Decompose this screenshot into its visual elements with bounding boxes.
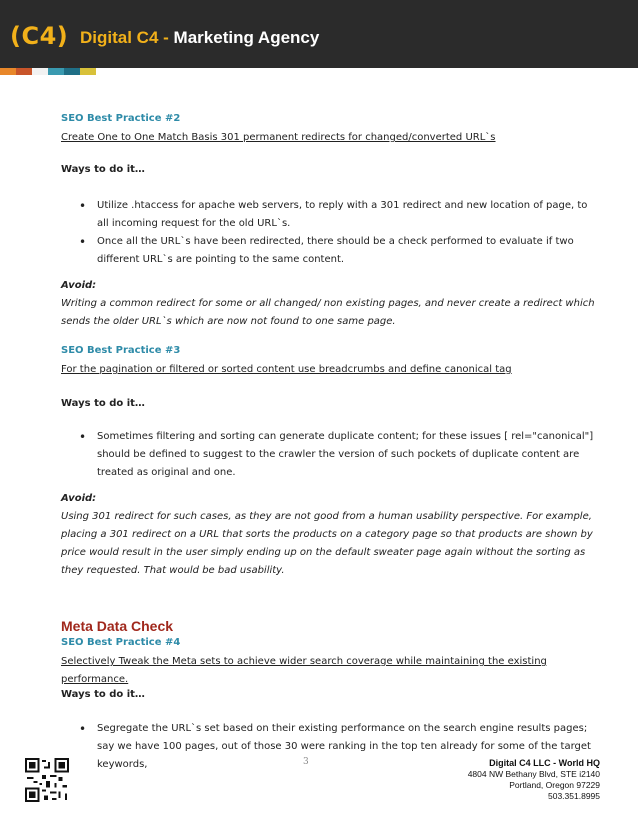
list-item: • Once all the URL`s have been redirected, there should be a check performed to evaluate if two different URL`s are pointing to the same content. — [79, 233, 601, 269]
color-strip-block — [64, 68, 80, 75]
bp2-section — [61, 110, 180, 128]
bp4-title: SEO Best Practice #4 — [61, 637, 181, 648]
qr-code-icon — [25, 758, 69, 802]
meta-section-title: Meta Data Check — [61, 618, 174, 634]
brand-separator: - — [163, 28, 169, 47]
brand-tagline: Marketing Agency — [173, 28, 320, 47]
bp3-avoid-label: Avoid: — [61, 493, 97, 504]
color-strip-block — [16, 68, 32, 75]
bp2-title: SEO Best Practice #2 — [61, 113, 181, 124]
bp2-headline: Create One to One Match Basis 301 permanent redirects for changed/converted URL`s — [61, 132, 496, 143]
bp4-headline: Selectively Tweak the Meta sets to achieve wider search coverage while maintaining the existing performance. — [61, 656, 547, 685]
bp3-headline: For the pagination or filtered or sorted content use breadcrumbs and define canonical tag — [61, 364, 512, 375]
color-strip-block — [0, 68, 16, 75]
color-strip-block — [48, 68, 64, 75]
footer-address-line1: 4804 NW Bethany Blvd, STE i2140 — [467, 769, 600, 779]
list-item: • Utilize .htaccess for apache web servers, to reply with a 301 redirect and new location of page, to all incoming request for the old URL`s. — [79, 197, 601, 233]
logo: (C4) — [10, 22, 69, 50]
bp3-title: SEO Best Practice #3 — [61, 345, 181, 356]
list-item: • Segregate the URL`s set based on their existing performance on the search engine results pages; say we have 100 pages, out of those 30 were ranking in the top ten already for some of the target keywords, — [79, 720, 601, 774]
bp3-bullets — [79, 428, 601, 482]
bp2-ways: Ways to do it… — [61, 164, 145, 175]
bp3-ways: Ways to do it… — [61, 398, 145, 409]
footer-address — [468, 758, 600, 802]
page-header — [0, 0, 638, 68]
color-strip — [0, 68, 96, 75]
color-strip-block — [32, 68, 48, 75]
list-item: • Sometimes filtering and sorting can generate duplicate content; for these issues [ rel="canonical"] should be defined to suggest to the crawler the version of such pockets of duplicate content are treated as original and one. — [79, 428, 601, 482]
page-number: 3 — [303, 757, 309, 767]
brand-name: Digital C4 — [80, 28, 159, 47]
bp2-avoid-label: Avoid: — [61, 280, 97, 291]
agency-name — [80, 28, 319, 48]
bp3-avoid-text: Using 301 redirect for such cases, as they are not good from a human usability perspective. For example, placing a 301 redirect on a URL that sorts the products on a category page so that products are shown by price would result in the user simply ending up on the default sweater page again without the sorting as they requested. That would be bad usability. — [61, 511, 593, 576]
footer-address-line2: Portland, Oregon 97229 — [509, 780, 600, 790]
bp2-avoid-text: Writing a common redirect for some or all changed/ non existing pages, and never create a redirect which sends the older URL`s which are now not found to one same page. — [61, 298, 595, 327]
color-strip-block — [80, 68, 96, 75]
bp2-bullets — [79, 197, 601, 269]
footer-company: Digital C4 LLC - World HQ — [489, 758, 600, 768]
bp4-ways: Ways to do it… — [61, 689, 145, 700]
footer-phone: 503.351.8995 — [548, 791, 600, 801]
